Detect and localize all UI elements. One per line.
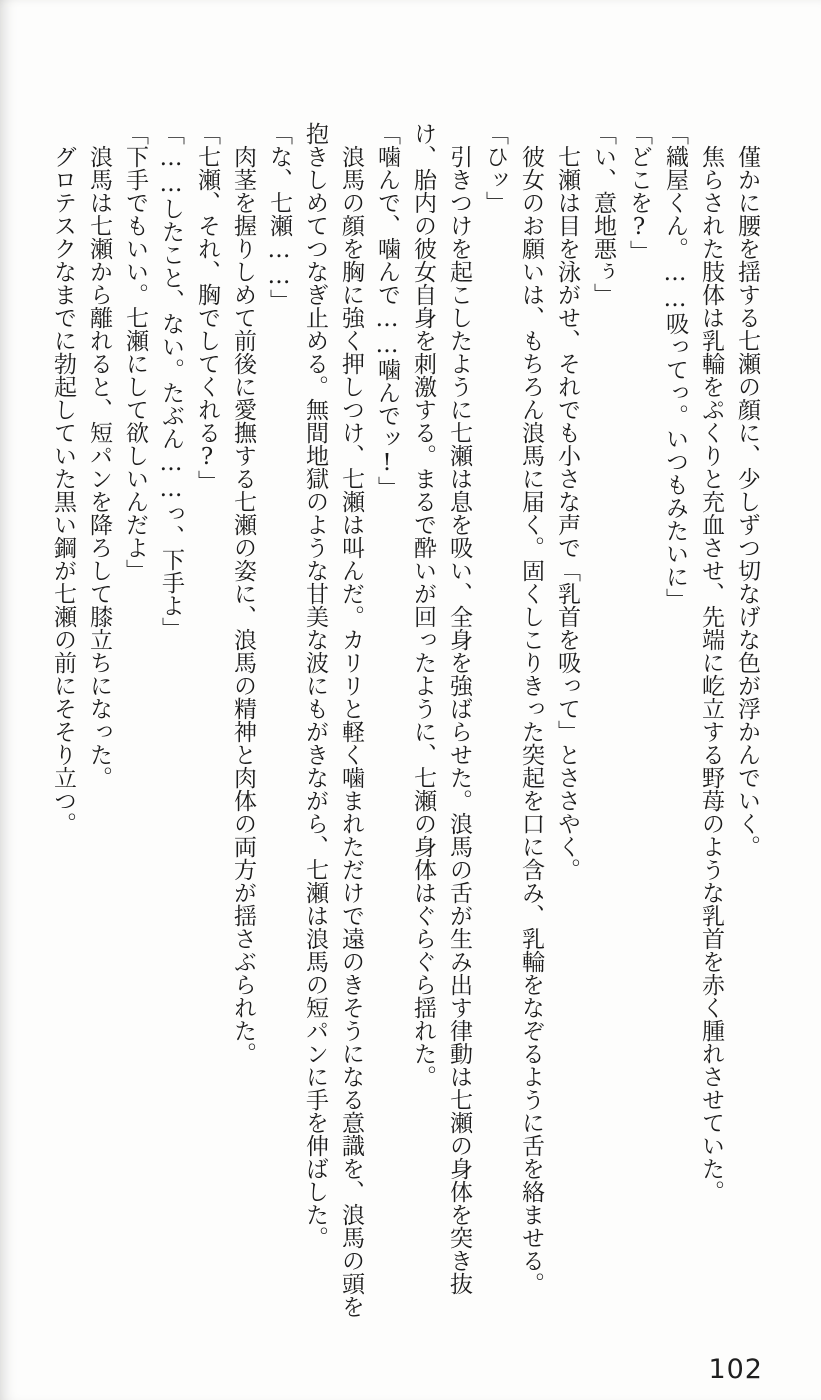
narration-paragraph: 引きつけを起こしたように七瀬は息を吸い、全身を強ばらせた。浪馬の舌が生み出す律動は七瀬の身体を突き抜け、胎内の彼女自身を刺激する。まるで酔いが回ったように、七瀬の身体はぐらぐら揺れた。 xyxy=(410,122,472,1295)
dialogue-line: 「い、意地悪ぅ」 xyxy=(590,122,616,306)
dialogue-line: 「な、七瀬……」 xyxy=(266,122,292,312)
dialogue-line: 「……したこと、ない。たぶん……っ、下手よ」 xyxy=(158,122,184,640)
narration-paragraph: 肉茎を握りしめて前後に愛撫する七瀬の姿に、浪馬の精神と肉体の両方が揺さぶられた。 xyxy=(230,122,256,1065)
dialogue-line: 「どこを?」 xyxy=(626,122,652,263)
dialogue-line: 「ひッ」 xyxy=(482,122,508,214)
narration-paragraph: 彼女のお願いは、もちろん浪馬に届く。固くしこりきった突起を口に含み、乳輪をなぞるように舌を絡ませる。 xyxy=(518,122,544,1295)
page-number: 102 xyxy=(708,1354,763,1385)
dialogue-line: 「下手でもいい。七瀬にして欲しいんだよ」 xyxy=(122,122,148,582)
narration-paragraph: 僅かに腰を揺する七瀬の顔に、少しずつ切なげな色が浮かんでいく。 xyxy=(734,122,760,858)
dialogue-line: 「織屋くん。……吸ってっ。いつもみたいに」 xyxy=(662,122,688,611)
vertical-text-block xyxy=(45,122,765,1334)
narration-paragraph: 焦らされた肢体は乳輪をぷくりと充血させ、先端に屹立する野苺のような乳首を赤く腫れさせていた。 xyxy=(698,122,724,1203)
narration-paragraph: 浪馬の顔を胸に強く押しつけ、七瀬は叫んだ。カリリと軽く噛まれただけで遠のきそうになる意識を、浪馬の頭を抱きしめてつなぎ止める。無間地獄のような甘美な波にもがきながら、七瀬は浪馬の短パンに手を伸ばした。 xyxy=(302,122,364,1318)
dialogue-line: 「噛んで、噛んで……噛んでッ!」 xyxy=(374,122,400,499)
dialogue-line: 「七瀬、それ、胸でしてくれる?」 xyxy=(194,122,220,493)
narration-paragraph: 浪馬は七瀬から離れると、短パンを降ろして膝立ちになった。 xyxy=(86,122,112,789)
narration-paragraph: 七瀬は目を泳がせ、それでも小さな声で「乳首を吸って」とささやく。 xyxy=(554,122,580,881)
narration-paragraph: グロテスクなまでに勃起していた黒い鋼が七瀬の前にそそり立つ。 xyxy=(50,122,76,835)
